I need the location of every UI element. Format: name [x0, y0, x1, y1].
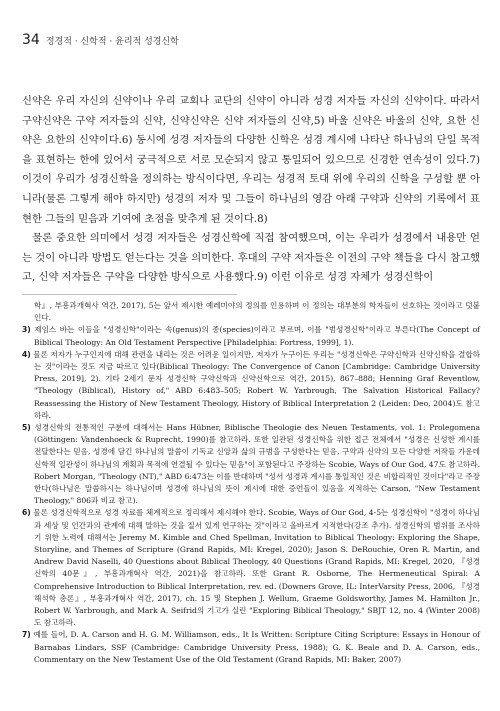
- footnote-text: 성경신학의 전통적인 구분에 대해서는 Hans Hübner, Biblische Theologie des Neuen Testaments, vol. 1: Prolegomena (Göttingen: Vandenhoeck & Ruprecht, 1990)를 참고하라. 또한 일관된 성경신학을 위한 접근 전체에서 "성경은 신성한 계시를 전달한다는 믿음, 성경에 담긴 하나님의 말씀이 기독교 신앙과 삶의 규범을 구성한다는 믿음, 구약과 신약의 모든 다양한 저작들 가운데 신학적 일관성이 하나님의 계획과 목적에 연결될 수 있다는 믿음"이 포함된다고 주장하는 Scobie, Ways of Our God, 47도 참고하라. Robert Morgan, "Theology (NT)," ABD 6:473는 이를 반대하며 "성서 성경과 계시를 통일적인 것은 비합리적인 것이다"라고 주장한다(하나님은 말씀하시는 하나님이며 성경에 하나님의 뜻이 계시에 대한 증언들이 있음을 지적하는 Carson, "New Testament Theology," 806과 비교 참고).: [34, 422, 480, 506]
- body-paragraph: 물론 중요한 의미에서 성경 저자들은 성경신학에 직접 참여했으며, 이는 우리가 성경에서 내용만 얻는 것이 아니라 방법도 얻는다는 것을 의미한다. 후대의 구약 저자들은 이전의 구약 책들을 다시 참고했고, 신약 저자들은 구약을 다양한 방식으로 사용했다.9) 이런 이유로 성경 자체가 성경신학이: [22, 232, 480, 284]
- footnote: [22, 507, 480, 629]
- footnote-number: 6): [22, 508, 31, 518]
- footnote-number: 4): [22, 349, 31, 359]
- footnote-text: 학』, 부흥과개혁사 역간, 2017), 5는 앞서 제시한 예레미야의 정의를 인용하며 이 정의는 대부분의 학자들이 선호하는 것이라고 덧붙인다.: [34, 300, 480, 323]
- main-text: [22, 92, 480, 288]
- footnote-text: 제임스 바는 이들을 "성경신학"이라는 속(genus)의 종(species)이라고 부르며, 이를 "범성경신학"이라고 부른다(The Concept of Biblical Theology: An Old Testament Perspective [Philadelphia: Fortress, 1999], 1).: [34, 325, 480, 347]
- book-page: [22, 32, 480, 666]
- footnote-text: 물론 성경신학적으로 성경 자료를 체계적으로 정리해서 제시해야 한다. Scobie, Ways of Our God, 4-5는 성경신학이 "성경이 하나님과 세상 및 인간과의 관계에 대해 말하는 것을 질서 있게 연구하는 것"이라고 올바르게 지적한다(강조 추가). 성경신학의 범위를 조사하기 위한 노력에 대해서는 Jeremy M. Kimble and Ched Spellman, Invitation to Biblical Theology: Exploring the Shape, Storyline, and Themes of Scripture (Grand Rapids, MI: Kregel, 2020); Jason S. DeRouchie, Oren R. Martin, and Andrew David Naselli, 40 Questions about Biblical Theology, 40 Questions (Grand Rapids, MI: Kregel, 2020, 『성경신학의 40문』, 부흥과개혁사 역간, 2021)을 참고하라. 또한 Grant R. Osborne, The Hermeneutical Spiral: A Comprehensive Introduction to Biblical Interpretation, rev. ed. (Downers Grove, IL: InterVarsity Press, 2006, 『성경해석학 총론』, 부흥과개혁사 역간, 2017), ch. 15 및 Stephen J. Wellum, Graeme Goldsworthy, James M. Hamilton Jr., Robert W. Yarbrough, and Mark A. Seifrid의 기고가 실린 "Exploring Biblical Theology," SBJT 12, no. 4 (Winter 2008)도 참고하라.: [33, 508, 480, 628]
- footnote-text: 물론 저자가 누구인지에 대해 관련을 내리는 것은 어려운 일이지만, 저자가 누구이든 우리는 "성경신학은 구약신학과 신약신학을 결합하는 것"이라는 것도 지금 따르고 있다(Biblical Theology: The Convergence of Canon [Cambridge: Cambridge University Press, 2019], 2). 기타 2세기 문자 성경신학 구약신학과 신약신학으로 역간, 2015), 867–888; Henning Graf Reventlow, "Theology (Biblical), History of," ABD 6:483–505; Robert W. Yarbrough, The Salvation Historical Fallacy? Reassessing the History of New Testament Theology, History of Biblical Interpretation 2 (Leiden: Deo, 2004)도 참고하라.: [33, 349, 480, 420]
- footnote: [22, 300, 480, 324]
- page-header: [22, 32, 480, 50]
- footnotes: [22, 300, 480, 666]
- footnote: [22, 422, 480, 507]
- footnote-divider: [22, 294, 237, 295]
- footnote-number: 3): [22, 325, 31, 335]
- page-number: 34: [22, 32, 40, 48]
- footnote: [22, 629, 480, 666]
- body-paragraph: 신약은 우리 자신의 신약이나 우리 교회나 교단의 신약이 아니라 성경 저자들 자신의 신약이다. 따라서 구약신약은 구약 저자들의 신약, 신약신약은 신약 저자들의 신약,5) 바울 신약은 바울의 신약, 요한 신약은 요한의 신약이다.6) 동시에 성경 저자들의 다양한 신학은 성경 계시에 나타난 하나님의 단일 목적을 표현하는 한에 있어서 궁극적으로 서로 모순되지 않고 통일되어 있으므로 신경한 연속성이 있다.7) 이것이 우리가 성경신학을 정의하는 방식이다면, 우리는 성경적 토대 위에 우리의 신학을 구성할 뿐 아니라(물론 그렇게 해야 하지만) 성경의 저자 및 그들이 하나님의 영감 아래 구약과 신약의 기록에서 표현한 그들의 믿음과 기여에 초점을 맞추게 된 것이다.8): [22, 95, 480, 225]
- footnote: [22, 349, 480, 422]
- footnote-number: 5): [22, 422, 31, 432]
- footnote: [22, 324, 480, 348]
- footnote-number: 7): [22, 630, 31, 640]
- running-head: 정경적 · 신학적 · 윤리적 성경신학: [45, 37, 179, 47]
- footnote-text: 예를 들어, D. A. Carson and H. G. M. Williamson, eds., It Is Written: Scripture Citing Scripture: Essays in Honour of Barnabas Lindars, SSF (Cambridge: Cambridge University Press, 1988); G. K. Beale and D. A. Carson, eds., Commentary on the New Testament Use of the Old Testament (Grand Rapids, MI: Baker, 2007): [33, 630, 480, 664]
